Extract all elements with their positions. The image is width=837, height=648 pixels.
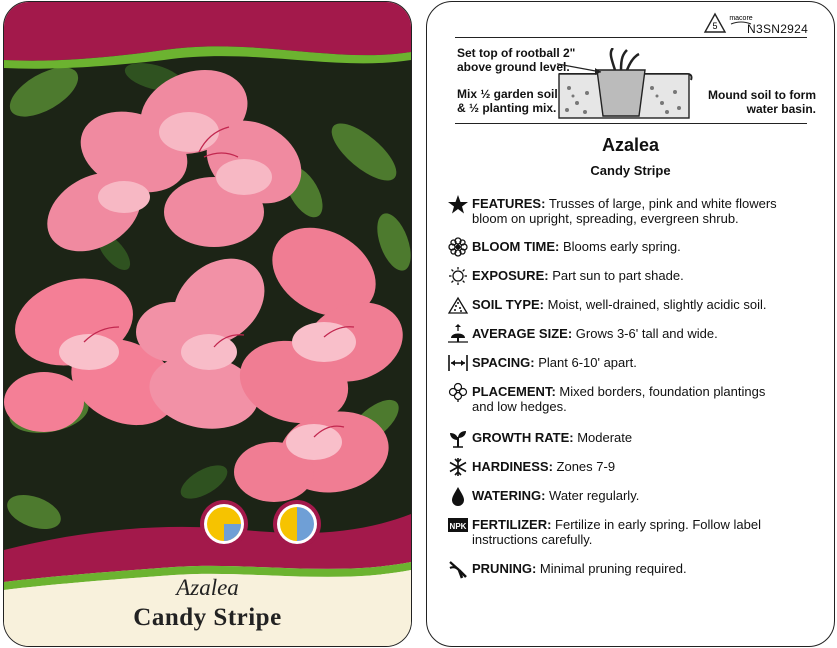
- pruners-icon: [447, 559, 469, 579]
- planting-note-top: Set top of rootball 2" above ground level.: [457, 46, 576, 74]
- front-card: [3, 1, 412, 647]
- front-variety-name: Candy Stripe: [133, 604, 282, 631]
- planting-note-left: Mix ½ garden soil & ½ planting mix.: [457, 87, 558, 115]
- snowflake-icon: [447, 457, 469, 477]
- front-common-name: Azalea: [176, 575, 239, 600]
- height-icon: [447, 324, 469, 344]
- back-variety-name: Candy Stripe: [590, 163, 671, 178]
- soil-icon: [447, 295, 469, 315]
- part-shade-icon: [272, 499, 322, 549]
- back-card: 5 macore N3SN2924 Set top of rootball 2" above ground level. Mix ½ garden soil & ½ planting mix. Mound soil to form water basin. Azalea Candy Stripe FEATURES: Trusses of large, pink and white flowers bloom on upright, spreading, evergreen shrub. BLOOM TIME: Blooms early spring. EXPOSURE: Part sun to part shade. SOIL TYPE: Moist, well-drained, slightly acidic soil. AVERAGE SIZE: Grows 3-6' tall and wide. SPACING: Plant 6-10' apart. PLACEMENT: Mixed borders, foundation plantings and low hedges. GROWTH RATE: Moderate HARDINESS: Zones 7-9 WATERING: Water regularly. NPK FERTILIZER: Fertilize in early spring. Follow label instructions carefully. PRUNING: Minimal pruning required.: [426, 1, 835, 647]
- star-icon: [447, 194, 469, 214]
- product-code: N3SN2924: [747, 22, 809, 36]
- sprout-icon: [447, 428, 469, 448]
- flower-icon: [447, 237, 469, 257]
- recycle-number: 5: [712, 21, 718, 31]
- divider-bottom: [455, 123, 807, 124]
- water-drop-icon: [447, 486, 469, 506]
- sun-icon: [447, 266, 469, 286]
- divider-top: [455, 37, 807, 38]
- planting-note-right: Mound soil to form water basin.: [708, 88, 816, 116]
- npk-label: NPK: [449, 522, 467, 531]
- plant-photo: [4, 2, 411, 646]
- placement-icon: [447, 382, 469, 402]
- back-common-name: Azalea: [601, 135, 660, 155]
- part-sun-icon: [199, 499, 249, 549]
- planting-diagram: [557, 48, 697, 120]
- npk-icon: [447, 515, 469, 535]
- recycle-text: macore: [729, 15, 753, 22]
- spacing-icon: [447, 353, 469, 373]
